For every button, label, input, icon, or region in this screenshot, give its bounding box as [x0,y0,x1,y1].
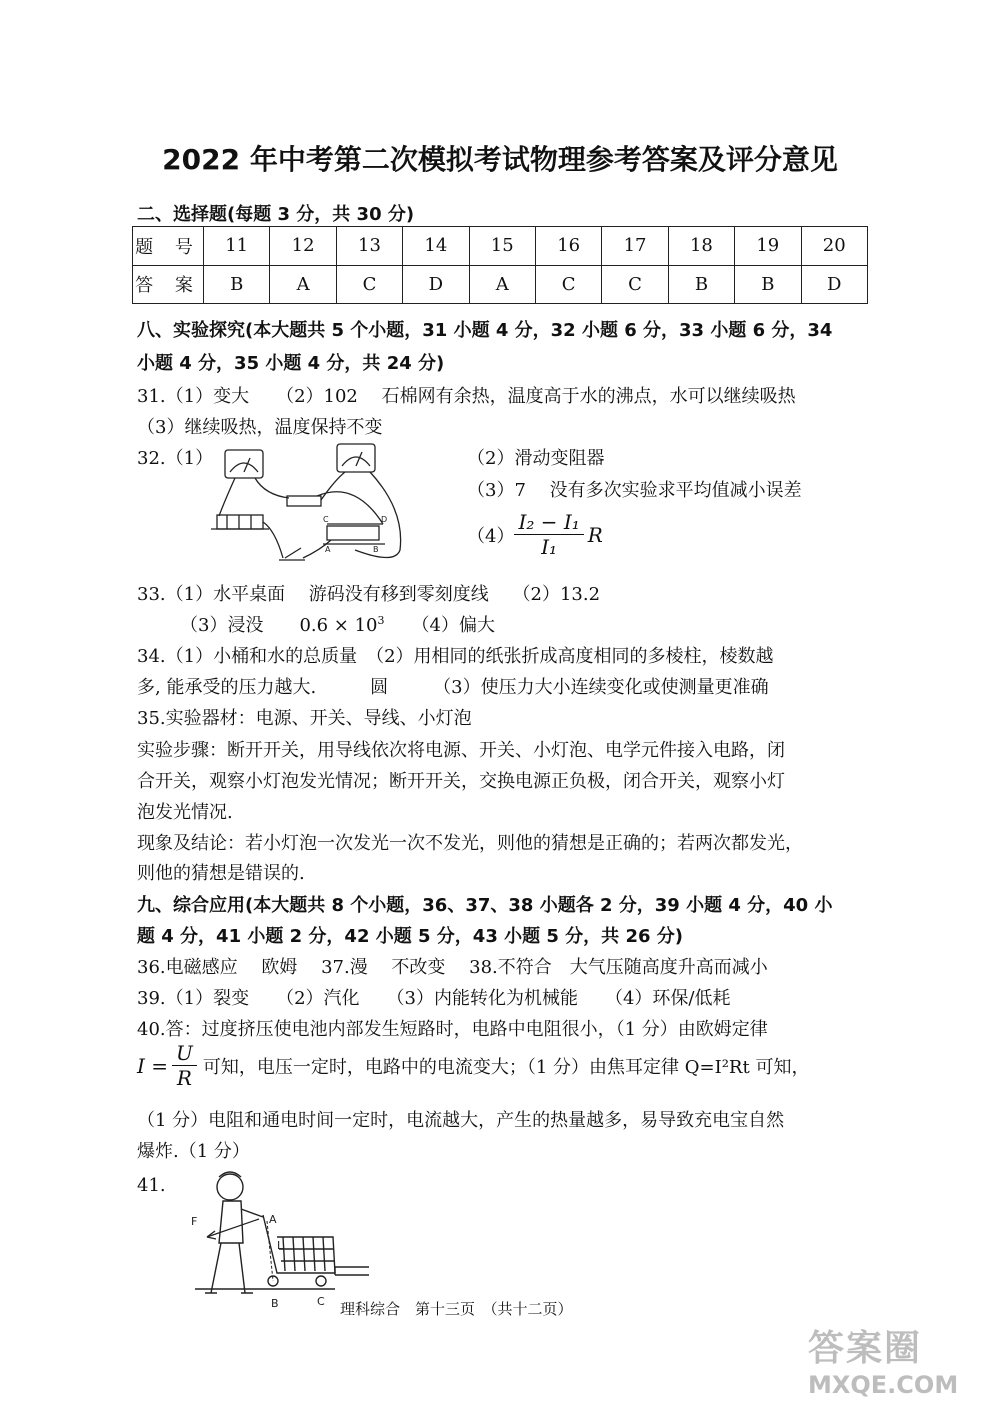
q32-resistance-symbol: R [587,522,603,547]
table-cell: A [270,265,336,304]
page-title: 2022 年中考第二次模拟考试物理参考答案及评分意见 [162,143,838,176]
table-cell: 14 [403,227,469,266]
battery-icon [217,515,263,529]
q40-fraction-numerator: U [172,1041,197,1066]
q33-line2 [180,611,495,637]
q33-line2-b: （4）偏大 [384,615,495,636]
q35-line5: 现象及结论：若小灯泡一次发光一次不发光，则他的猜想是正确的；若两次都发光， [137,833,803,854]
row-label-answer: 答 案 [133,265,204,304]
table-cell: 13 [336,227,402,266]
q33-exponent: 3 [377,614,385,627]
section-2-heading: 二、选择题(每题 3 分，共 30 分) [137,204,415,225]
table-row-answers [133,265,868,304]
table-cell: 17 [602,227,668,266]
q40-line2 [137,1041,809,1090]
table-cell: 20 [801,227,867,266]
section-9-heading-line1: 九、综合应用(本大题共 8 个小题，36、37、38 小题各 2 分，39 小题 4 分，40 小 [137,895,833,916]
q40-fraction [172,1041,197,1090]
q31-line2: （3）继续吸热，温度保持不变 [137,417,383,438]
q35-line1: 35.实验器材：电源、开关、导线、小灯泡 [137,708,472,729]
rheostat-icon [327,526,379,540]
switch-icon [285,548,301,558]
table-cell: B [668,265,734,304]
q34-line1: 34.（1）小桶和水的总质量 （2）用相同的纸张折成高度相同的多棱柱，棱数越 [137,646,774,667]
ammeter-icon [225,450,263,478]
watermark-bottom: MXQE.COM [808,1371,959,1399]
q35-line2: 实验步骤：断开开关，用导线依次将电源、开关、小灯泡、电学元件接入电路，闭 [137,740,785,761]
q32-fraction-numerator: I₂ − I₁ [514,510,583,535]
q32-answer4-label: （4） [467,525,515,547]
watermark-top: 答案圈 [808,1328,923,1369]
section-8-heading-line2: 小题 4 分，35 小题 4 分，共 24 分) [137,353,445,374]
q35-line3: 合开关，观察小灯泡发光情况；断开开关，交换电源正负极，闭合开关，观察小灯 [137,771,785,792]
answer-table [132,226,868,304]
page-footer: 理科综合 第十三页 （共十二页） [340,1300,573,1318]
table-cell: A [469,265,535,304]
table-cell: 11 [204,227,270,266]
label-a: A [325,545,331,554]
table-cell: 19 [735,227,801,266]
person-body-icon [219,1201,243,1243]
resistor-icon [287,496,321,506]
q40-fraction-denominator: R [176,1066,192,1090]
q40-current-symbol: I = [137,1053,169,1078]
table-cell: B [735,265,801,304]
row-label-number: 题 号 [133,227,204,266]
person-head-icon [217,1174,243,1200]
voltmeter-icon [337,444,375,472]
q32-fraction [514,510,583,559]
q32-answer4 [467,510,603,559]
label-c: C [323,515,329,524]
table-cell: 16 [535,227,601,266]
table-cell: C [602,265,668,304]
q41-number: 41. [137,1175,166,1196]
table-cell: D [801,265,867,304]
table-cell: C [535,265,601,304]
circuit-diagram [205,440,420,570]
label-c: C [317,1295,325,1308]
q34-line2: 多, 能承受的压力越大. 圆 （3）使压力大小连续变化或使测量更准确 [137,677,769,698]
q40-line1: 40.答：过度挤压使电池内部发生短路时，电路中电阻很小，（1 分）由欧姆定律 [137,1019,768,1040]
table-row-numbers [133,227,868,266]
q40-line4: 爆炸.（1 分） [137,1141,250,1162]
label-l: L [277,1239,284,1252]
q35-line6: 则他的猜想是错误的. [137,863,305,884]
table-cell: C [336,265,402,304]
q32-answer3: （3）7 没有多次实验求平均值减小误差 [467,480,802,501]
watermark [808,1320,958,1399]
shopping-cart-figure [185,1165,370,1310]
q36-38: 36.电磁感应 欧姆 37.漫 不改变 38.不符合 大气压随高度升高而减小 [137,957,768,978]
q40-line2-text: 可知，电压一定时，电路中的电流变大；（1 分）由焦耳定律 Q=I²Rt 可知， [202,1056,810,1078]
table-cell: 18 [668,227,734,266]
q32-number: 32.（1） [137,448,214,469]
q32-answer2: （2）滑动变阻器 [467,448,605,469]
section-8-heading-line1: 八、实验探究(本大题共 5 个小题，31 小题 4 分，32 小题 6 分，33 小题 6 分，34 [137,320,833,341]
label-f: F [191,1215,198,1228]
q31-line1: 31.（1）变大 （2）102 石棉网有余热，温度高于水的沸点，水可以继续吸热 [137,386,796,407]
q40-line3: （1 分）电阻和通电时间一定时，电流越大，产生的热量越多，易导致充电宝自然 [137,1110,785,1131]
q35-line4: 泡发光情况. [137,802,233,823]
table-cell: 12 [270,227,336,266]
table-cell: 15 [469,227,535,266]
label-a: A [269,1213,277,1226]
q33-line1: 33.（1）水平桌面 游码没有移到零刻度线 （2）13.2 [137,584,601,605]
table-cell: D [403,265,469,304]
label-b: B [271,1297,279,1310]
q39: 39.（1）裂变 （2）汽化 （3）内能转化为机械能 （4）环保/低耗 [137,988,731,1009]
wheel-c-icon [316,1276,326,1286]
q33-line2-a: （3）浸没 0.6 × 10 [180,615,378,636]
q32-fraction-denominator: I₁ [541,535,558,559]
section-9-heading-line2: 题 4 分，41 小题 2 分，42 小题 5 分，43 小题 5 分，共 26 分) [137,926,683,947]
label-d: D [381,515,388,524]
label-b: B [373,545,379,554]
table-cell: B [204,265,270,304]
